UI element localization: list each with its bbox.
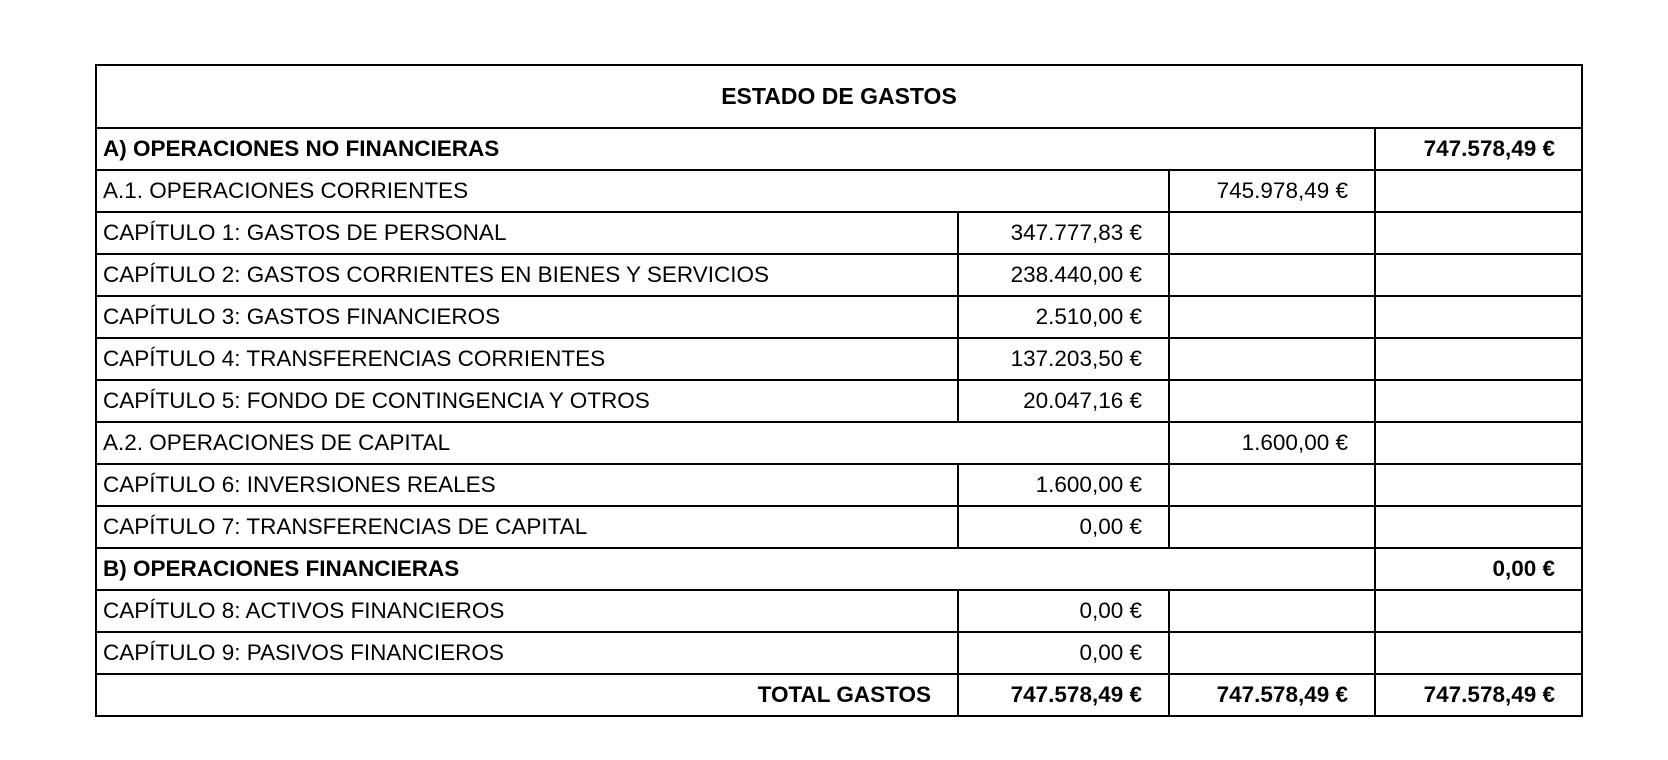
empty-cell <box>1169 212 1375 254</box>
chapter-amount: 20.047,16 € <box>958 380 1169 422</box>
section-b-total: 0,00 € <box>1375 548 1582 590</box>
section-a-row <box>96 128 1582 170</box>
empty-cell <box>1375 380 1582 422</box>
empty-cell <box>1169 338 1375 380</box>
total-label: TOTAL GASTOS <box>96 674 958 716</box>
chapter-amount: 0,00 € <box>958 506 1169 548</box>
subsection-a1-row <box>96 170 1582 212</box>
chapter-amount: 0,00 € <box>958 632 1169 674</box>
empty-cell <box>1375 590 1582 632</box>
chapter-amount: 238.440,00 € <box>958 254 1169 296</box>
chapter-label: CAPÍTULO 1: GASTOS DE PERSONAL <box>96 212 958 254</box>
chapter-amount: 0,00 € <box>958 590 1169 632</box>
subsection-a2-label: A.2. OPERACIONES DE CAPITAL <box>96 422 1169 464</box>
empty-cell <box>1169 464 1375 506</box>
empty-cell <box>1375 212 1582 254</box>
empty-cell <box>1169 632 1375 674</box>
chapter-row <box>96 632 1582 674</box>
chapter-label: CAPÍTULO 9: PASIVOS FINANCIEROS <box>96 632 958 674</box>
empty-cell <box>1375 296 1582 338</box>
empty-cell <box>1375 254 1582 296</box>
section-b-label: B) OPERACIONES FINANCIERAS <box>96 548 1375 590</box>
table-title: ESTADO DE GASTOS <box>96 65 1582 128</box>
subsection-a1-label: A.1. OPERACIONES CORRIENTES <box>96 170 1169 212</box>
section-b-row <box>96 548 1582 590</box>
empty-cell <box>1375 506 1582 548</box>
chapter-label: CAPÍTULO 5: FONDO DE CONTINGENCIA Y OTROS <box>96 380 958 422</box>
chapter-label: CAPÍTULO 6: INVERSIONES REALES <box>96 464 958 506</box>
chapter-row <box>96 590 1582 632</box>
expense-budget-table <box>95 64 1583 717</box>
title-row <box>96 65 1582 128</box>
chapter-row <box>96 464 1582 506</box>
section-a-total: 747.578,49 € <box>1375 128 1582 170</box>
chapter-label: CAPÍTULO 2: GASTOS CORRIENTES EN BIENES Y SERVICIOS <box>96 254 958 296</box>
total-totals-amount: 747.578,49 € <box>1375 674 1582 716</box>
chapter-amount: 137.203,50 € <box>958 338 1169 380</box>
chapter-label: CAPÍTULO 7: TRANSFERENCIAS DE CAPITAL <box>96 506 958 548</box>
empty-cell <box>1169 380 1375 422</box>
subsection-a1-subtotal: 745.978,49 € <box>1169 170 1375 212</box>
empty-cell <box>1375 464 1582 506</box>
chapter-row <box>96 380 1582 422</box>
empty-cell <box>1375 422 1582 464</box>
empty-cell <box>1169 506 1375 548</box>
subsection-a2-row <box>96 422 1582 464</box>
total-row <box>96 674 1582 716</box>
empty-cell <box>1169 590 1375 632</box>
chapter-amount: 347.777,83 € <box>958 212 1169 254</box>
empty-cell <box>1169 296 1375 338</box>
chapter-row <box>96 212 1582 254</box>
section-a-label: A) OPERACIONES NO FINANCIERAS <box>96 128 1375 170</box>
chapter-label: CAPÍTULO 4: TRANSFERENCIAS CORRIENTES <box>96 338 958 380</box>
chapter-label: CAPÍTULO 3: GASTOS FINANCIEROS <box>96 296 958 338</box>
chapter-amount: 2.510,00 € <box>958 296 1169 338</box>
empty-cell <box>1169 254 1375 296</box>
empty-cell <box>1375 632 1582 674</box>
chapter-row <box>96 254 1582 296</box>
chapter-row <box>96 338 1582 380</box>
total-subtotals-amount: 747.578,49 € <box>1169 674 1375 716</box>
chapter-amount: 1.600,00 € <box>958 464 1169 506</box>
chapter-row <box>96 506 1582 548</box>
total-chapters-amount: 747.578,49 € <box>958 674 1169 716</box>
chapter-label: CAPÍTULO 8: ACTIVOS FINANCIEROS <box>96 590 958 632</box>
empty-cell <box>1375 338 1582 380</box>
subsection-a2-subtotal: 1.600,00 € <box>1169 422 1375 464</box>
chapter-row <box>96 296 1582 338</box>
empty-cell <box>1375 170 1582 212</box>
